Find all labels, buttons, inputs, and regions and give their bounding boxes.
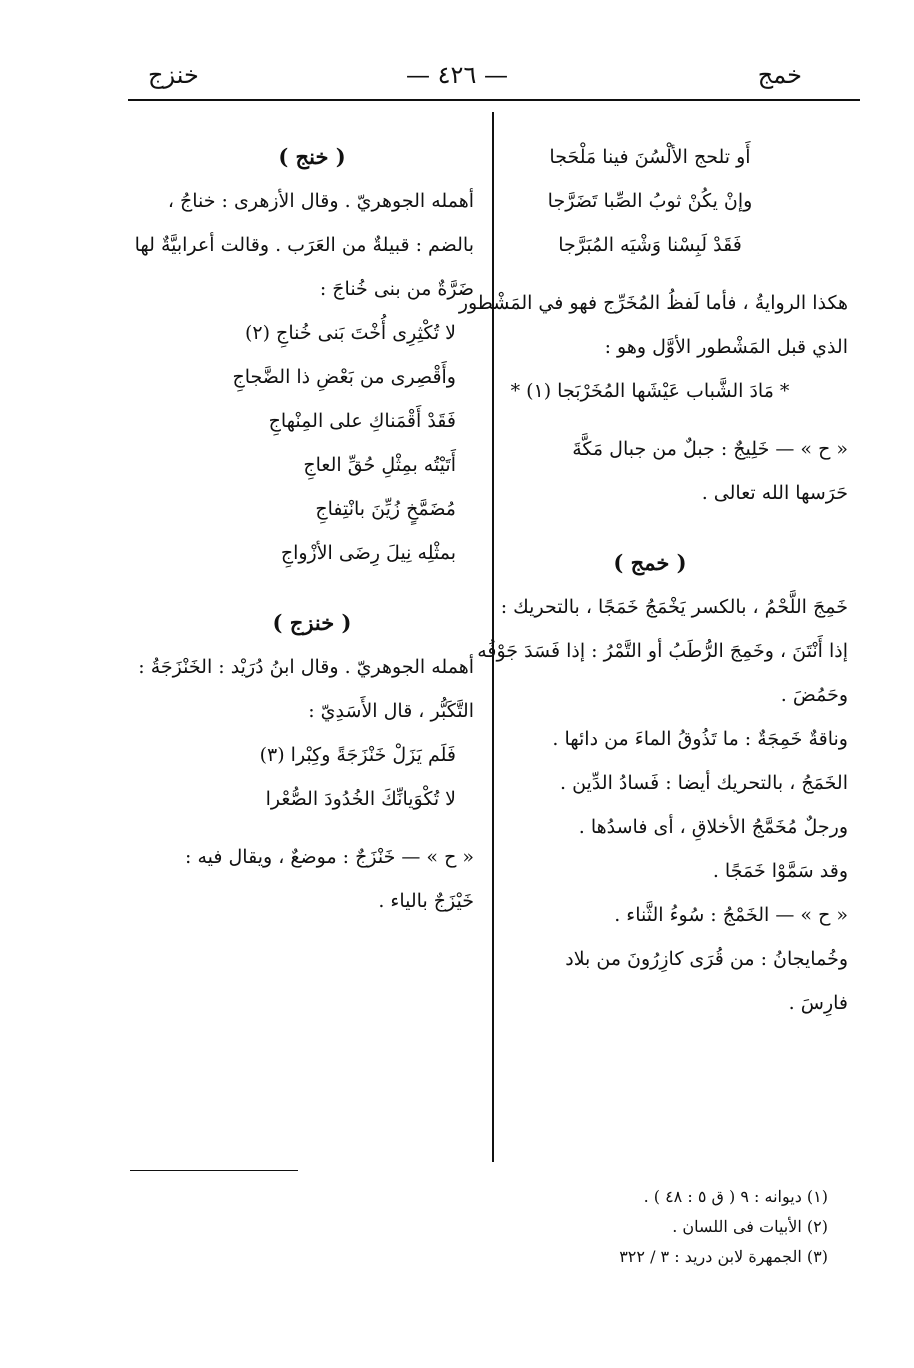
text-line: بالضم : قبيلةٌ من العَرَب . وقالت أعرابيَّةٌ لها (134, 234, 474, 256)
verse-line: وإنْ يكُنْ ثوبُ الصِّبا تَضَرَّجا (547, 190, 753, 212)
footnotes (468, 1182, 828, 1272)
footnote-rule (130, 1170, 298, 1171)
text-line: ضَرَّةٌ من بنى خُناجَ : (319, 278, 474, 300)
text-line: وقد سَمَّوْا خَمَجًا . (712, 860, 848, 882)
text-line: التَّكَبُّر ، قال الأَسَدِيّ : (308, 700, 474, 722)
verse-line: * مَادَ الشَّباب عَيْشَها المُخَرْبَجا (١) * (510, 380, 790, 402)
text-line: وخُمايجانُ : من قُرَى كازِرُونَ من بلاد (565, 948, 848, 970)
running-head-right: خمج (757, 61, 802, 89)
header-rule (128, 99, 860, 101)
text-line: خَيْزَجٌ بالياء . (378, 890, 474, 912)
entry-heading-khanaj: ( خنج ) (278, 144, 346, 169)
page-number: — ٤٢٦ — (406, 61, 508, 89)
text-line: هكذا الروايةُ ، فأما لَفظُ المُخَرِّج فهو في المَشْطور (458, 292, 848, 314)
verse-line: فَلَم يَزَلْ خَنْزَجَةً وكِبْرا (٣) (259, 744, 456, 766)
verse-line: بمثْلِه نِيلَ رِضَى الأزْواجِ (280, 542, 456, 564)
verse-line: أَتَيْتُه بمِثْلِ حُقِّ العاجِ (303, 454, 456, 476)
verse-line: لا تُكْوَيانِّكَ الخُدُودَ الصُّعْرا (265, 788, 456, 810)
text-line: إذا أَنْتَنَ ، وخَمِجَ الرُّطَبُ أو التَّمْرُ : إذا فَسَدَ جَوْفُه (477, 640, 848, 662)
text-line: « ح » — خَلِيجٌ : جبلٌ من جبال مَكَّةَ (572, 438, 848, 460)
text-line: الذي قبل المَشْطور الأوَّل وهو : (604, 336, 848, 358)
text-line: الخَمَجُ ، بالتحريك أيضا : فَسادُ الدِّين . (560, 772, 848, 794)
text-line: فارِسَ . (788, 992, 848, 1014)
verse-line: أَو تلحج الألْسُنَ فينا مَلْحَجا (549, 146, 751, 168)
text-line: وحَمُضَ . (780, 684, 848, 706)
verse-line: لا تُكْثِرِى أُخْتَ بَنى خُناجِ (٢) (244, 322, 456, 344)
verse-line: وأَقْصِرى من بَعْضِ ذا الضَّجاجِ (232, 366, 456, 388)
text-line: حَرَسها الله تعالى . (701, 482, 848, 504)
left-column (134, 135, 474, 923)
text-line: ورجلٌ مُخَمَّجُ الأخلاقِ ، أى فاسدُها . (578, 816, 848, 838)
text-line: وناقةٌ خَمِجَةٌ : ما تَذُوقُ الماءَ من دائها . (552, 728, 848, 750)
text-line: أهمله الجوهريّ . وقال الأزهرى : خناجُ ، (167, 190, 474, 212)
verse-line: مُضَمَّخٍ زُيِّنَ بانْتِفاجِ (315, 498, 456, 520)
running-head-left: خنزج (148, 61, 199, 89)
verse-line: فَقَدْ أَقْمَناكِ على المِنْهاجِ (268, 410, 456, 432)
footnote: (٢) الأبيات فى اللسان . (672, 1217, 828, 1236)
entry-heading-khanzaj: ( خنزج ) (272, 610, 352, 635)
text-line: « ح » — الخَمْجُ : سُوءُ الثَّناء . (614, 904, 848, 926)
text-line: خَمِجَ اللَّحْمُ ، بالكسر يَخْمَجُ خَمَجًا ، بالتحريك : (500, 596, 848, 618)
footnote: (٣) الجمهرة لابن دريد : ٣ / ٣٢٢ (619, 1247, 828, 1266)
right-column (452, 135, 848, 1025)
entry-heading-khamaj: ( خمج ) (613, 550, 687, 575)
verse-line: فَقَدْ لَبِسْنا وَشْيَه المُبَرَّجا (558, 234, 742, 256)
footnote: (١) ديوانه : ٩ ( ق ٥ : ٤٨ ) . (643, 1187, 828, 1206)
text-line: « ح » — خَنْزَجٌ : موضعٌ ، ويقال فيه : (185, 846, 474, 868)
text-line: أهمله الجوهريّ . وقال ابنُ دُرَيْد : الخَنْزَجَةُ : (138, 656, 474, 678)
